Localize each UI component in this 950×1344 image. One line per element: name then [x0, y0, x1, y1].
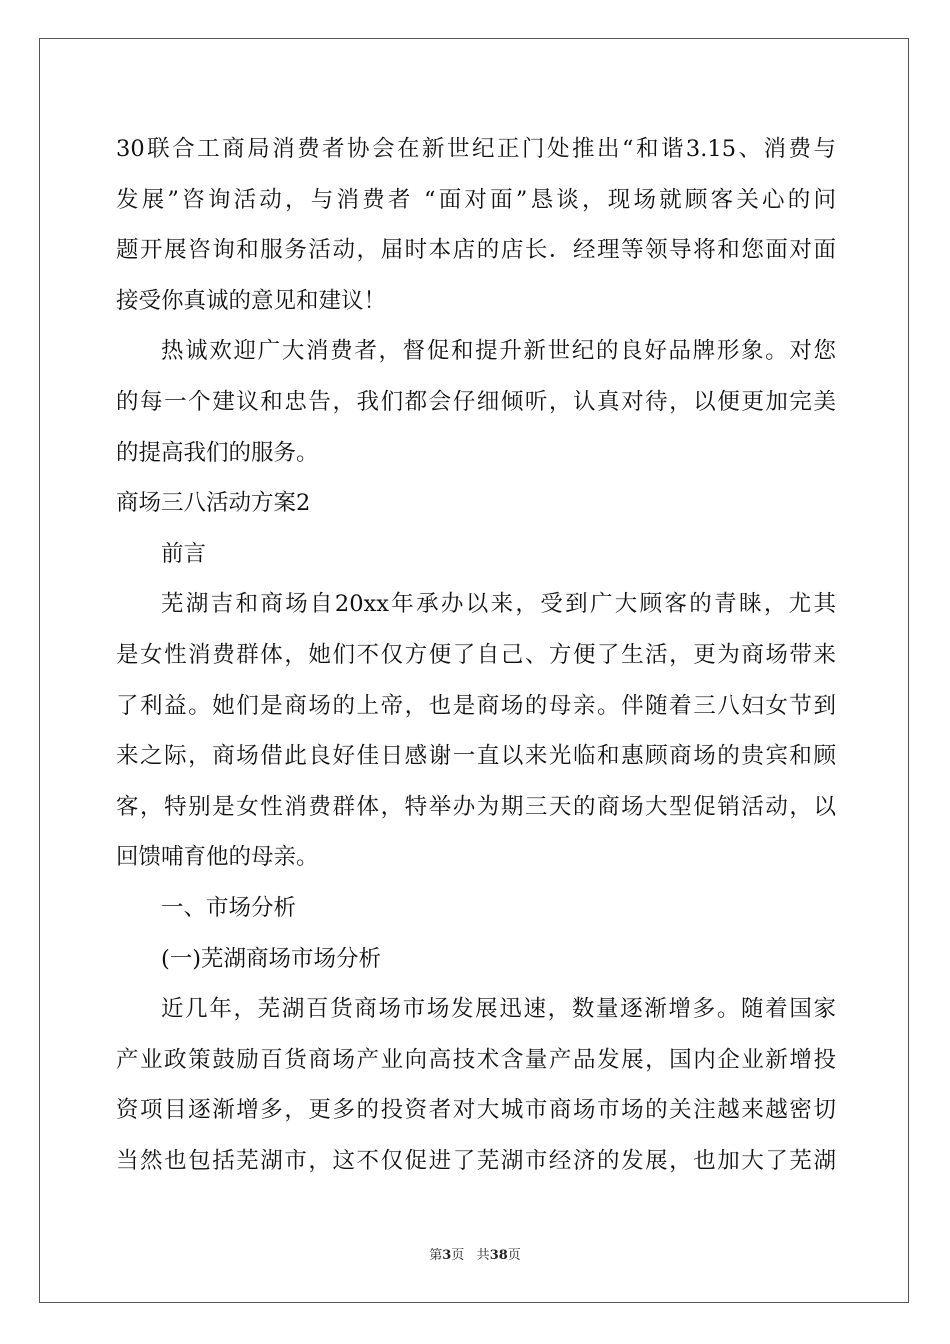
text-line: 近几年，芜湖百货商场市场发展迅速，数量逐渐增多。随着国家	[161, 996, 836, 1023]
text-line: 一、市场分析	[161, 894, 297, 921]
text-line: 热诚欢迎广大消费者，督促和提升新世纪的良好品牌形象。对您	[161, 338, 836, 365]
text-line: 是女性消费群体，她们不仅方便了自己、方便了生活，更为商场带来	[116, 641, 836, 668]
text-line: (一)芜湖商场市场分析	[161, 945, 382, 972]
text-line: 接受你真诚的意见和建议！	[116, 287, 387, 314]
text-line: 产业政策鼓励百货商场产业向高技术含量产品发展，国内企业新增投	[116, 1046, 836, 1073]
text-line: 回馈哺育他的母亲。	[116, 844, 319, 871]
text-line: 前言	[161, 540, 207, 567]
text-line: 商场三八活动方案2	[116, 490, 311, 517]
text-line: 资项目逐渐增多，更多的投资者对大城市商场市场的关注越来越密切	[116, 1097, 836, 1124]
text-line: 当然也包括芜湖市，这不仅促进了芜湖市经济的发展，也加大了芜湖	[116, 1147, 836, 1174]
text-line: 来之际，商场借此良好佳日感谢一直以来光临和惠顾商场的贵宾和顾	[116, 743, 836, 770]
text-line: 了利益。她们是商场的上帝，也是商场的母亲。伴随着三八妇女节到	[116, 692, 836, 719]
footer-total-suffix: 页	[507, 1248, 521, 1263]
text-line: 芜湖吉和商场自20xx年承办以来，受到广大顾客的青睐，尤其	[161, 591, 836, 618]
text-line: 30联合工商局消费者协会在新世纪正门处推出“和谐3.15、消费与	[116, 136, 836, 162]
footer-page-suffix: 页	[451, 1248, 465, 1263]
page-footer	[0, 1244, 950, 1263]
footer-page-prefix: 第	[429, 1248, 443, 1263]
text-line: 的每一个建议和忠告，我们都会仔细倾听，认真对待，以便更加完美	[116, 388, 836, 415]
text-line: 的提高我们的服务。	[116, 439, 319, 466]
footer-page-number: 3	[442, 1248, 452, 1263]
text-line: 发展”咨询活动，与消费者 “面对面”恳谈，现场就顾客关心的问	[116, 186, 836, 213]
document-body	[116, 124, 836, 1186]
footer-total-pages: 38	[489, 1248, 508, 1263]
text-line: 客，特别是女性消费群体，特举办为期三天的商场大型促销活动，以	[116, 793, 836, 820]
footer-total-prefix: 共	[476, 1248, 490, 1263]
text-line: 题开展咨询和服务活动，届时本店的店长．经理等领导将和您面对面	[116, 237, 836, 264]
